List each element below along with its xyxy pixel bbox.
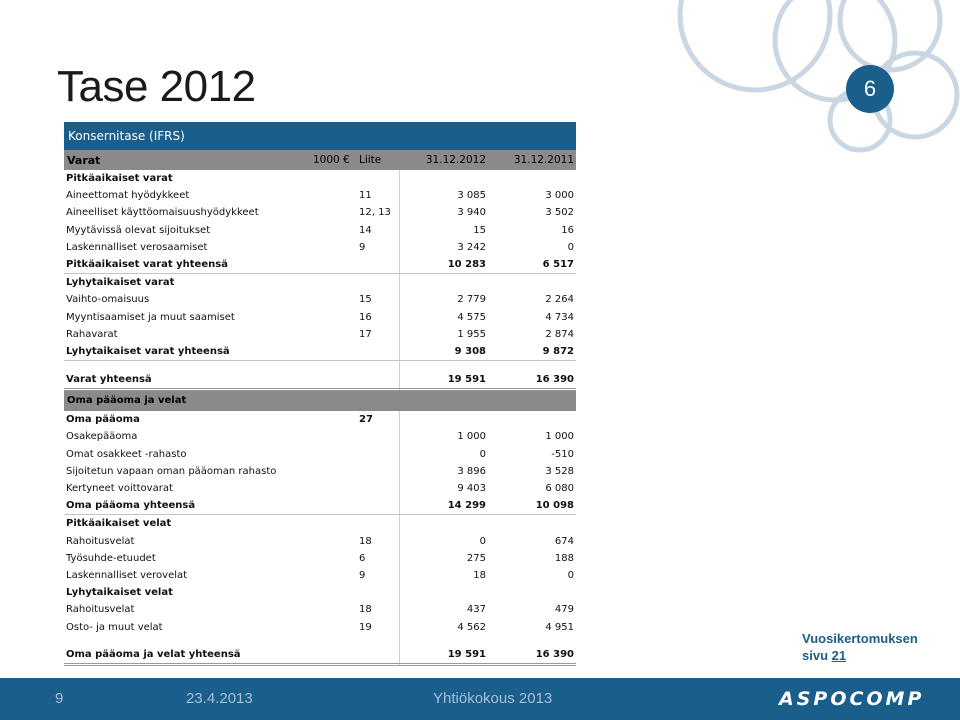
cell-label: Oma pääoma xyxy=(66,414,140,426)
ref-page-link[interactable]: 21 xyxy=(831,648,847,663)
cell-v2: 1 000 xyxy=(545,431,574,443)
cell-v1: 10 283 xyxy=(447,258,486,270)
cell-v2: 16 xyxy=(561,224,574,236)
cell-v1: 1 000 xyxy=(457,431,486,443)
table-row xyxy=(64,222,576,239)
cell-label: Laskennalliset verovelat xyxy=(66,569,188,581)
table-row xyxy=(64,239,576,256)
table-row xyxy=(64,309,576,326)
cell-v1: 0 xyxy=(479,535,486,547)
cell-v2: 4 734 xyxy=(545,311,574,323)
cell-v1: 4 575 xyxy=(457,311,486,323)
cell-label: Oma pääoma ja velat yhteensä xyxy=(66,648,241,660)
cell-note: 17 xyxy=(359,328,372,340)
aspocomp-logo: ASPOCOMP xyxy=(779,688,925,710)
table-row xyxy=(64,584,576,601)
cell-label: Pitkäaikaiset varat yhteensä xyxy=(66,258,228,270)
cell-v1: 3 896 xyxy=(457,465,486,477)
cell-v2: 2 874 xyxy=(545,328,574,340)
cell-label: Lyhytaikaiset velat xyxy=(66,587,173,599)
table-row xyxy=(64,274,576,291)
table-row xyxy=(64,550,576,567)
header-label: Varat xyxy=(67,154,101,167)
ref-line-1: Vuosikertomuksen xyxy=(802,631,918,646)
table-row xyxy=(64,343,576,361)
footer-date: 23.4.2013 xyxy=(186,690,253,707)
table-row xyxy=(64,480,576,497)
equity-liabilities-section xyxy=(64,411,576,666)
table-row xyxy=(64,326,576,343)
cell-v1: 19 591 xyxy=(447,374,486,386)
decorative-circles xyxy=(660,0,960,160)
table-row xyxy=(64,646,576,666)
table-row xyxy=(64,601,576,618)
cell-v2: 188 xyxy=(554,552,574,564)
spacer-row xyxy=(64,361,576,371)
cell-label: Rahoitusvelat xyxy=(66,535,135,547)
cell-v1: 14 299 xyxy=(447,500,486,512)
header-col-2011: 31.12.2011 xyxy=(513,154,574,166)
cell-v1: 437 xyxy=(466,604,486,616)
table-row xyxy=(64,170,576,187)
cell-label: Aineettomat hyödykkeet xyxy=(66,190,190,202)
cell-v1: 1 955 xyxy=(457,328,486,340)
table-row xyxy=(64,291,576,308)
cell-label: Pitkäaikaiset velat xyxy=(66,518,172,530)
cell-note: 16 xyxy=(359,311,372,323)
cell-label: Aineelliset käyttöomaisuushyödykkeet xyxy=(66,207,259,219)
table-row xyxy=(64,204,576,221)
table-row xyxy=(64,371,576,391)
cell-note: 18 xyxy=(359,535,372,547)
table-row xyxy=(64,567,576,584)
cell-v2: -510 xyxy=(551,448,574,460)
table-banner: Konsernitase (IFRS) xyxy=(64,122,576,150)
equity-liabilities-band: Oma pääoma ja velat xyxy=(64,391,576,411)
cell-v2: 6 517 xyxy=(542,258,574,270)
page-number-badge: 6 xyxy=(846,65,894,113)
cell-v1: 275 xyxy=(466,552,486,564)
cell-v2: 3 000 xyxy=(545,190,574,202)
cell-v2: 16 390 xyxy=(535,648,574,660)
cell-label: Lyhytaikaiset varat xyxy=(66,277,175,289)
cell-label: Osto- ja muut velat xyxy=(66,621,163,633)
cell-v1: 3 242 xyxy=(457,241,486,253)
table-row xyxy=(64,497,576,515)
cell-v1: 19 591 xyxy=(447,648,486,660)
cell-label: Kertyneet voittovarat xyxy=(66,483,173,494)
cell-v2: 16 390 xyxy=(535,374,574,386)
cell-note: 6 xyxy=(359,552,366,564)
cell-note: 14 xyxy=(359,224,372,236)
cell-v1: 4 562 xyxy=(457,621,486,633)
assets-section xyxy=(64,170,576,391)
table-row xyxy=(64,428,576,445)
table-row xyxy=(64,619,576,636)
cell-label: Työsuhde-etuudet xyxy=(66,552,156,564)
cell-v1: 3 940 xyxy=(457,207,486,219)
cell-note: 9 xyxy=(359,241,366,253)
cell-v1: 2 779 xyxy=(457,294,486,306)
table-row xyxy=(64,256,576,274)
header-unit: 1000 € xyxy=(313,154,350,166)
footer-event: Yhtiökokous 2013 xyxy=(433,690,553,707)
cell-v2: 479 xyxy=(554,604,574,616)
cell-v1: 15 xyxy=(473,224,486,236)
cell-v2: 9 872 xyxy=(542,345,574,357)
cell-note: 19 xyxy=(359,621,372,633)
cell-label: Rahavarat xyxy=(66,328,118,340)
cell-v2: 0 xyxy=(567,569,574,581)
cell-v1: 0 xyxy=(479,448,486,460)
cell-v2: 10 098 xyxy=(535,500,574,512)
cell-v2: 2 264 xyxy=(545,294,574,306)
cell-label: Lyhytaikaiset varat yhteensä xyxy=(66,345,230,357)
cell-v2: 4 951 xyxy=(545,621,574,633)
cell-v2: 674 xyxy=(554,535,574,547)
cell-v2: 6 080 xyxy=(545,483,574,494)
cell-v2: 3 502 xyxy=(545,207,574,219)
cell-v1: 9 403 xyxy=(457,483,486,494)
table-row xyxy=(64,515,576,532)
table-row xyxy=(64,411,576,428)
cell-v2: 3 528 xyxy=(545,465,574,477)
cell-label: Omat osakkeet -rahasto xyxy=(66,448,187,460)
ref-line-2: sivu xyxy=(802,648,829,663)
cell-note: 9 xyxy=(359,569,366,581)
header-col-2012: 31.12.2012 xyxy=(425,154,486,166)
cell-label: Sijoitetun vapaan oman pääoman rahasto xyxy=(66,465,277,477)
table-row xyxy=(64,446,576,463)
cell-note: 11 xyxy=(359,190,372,202)
cell-v2: 0 xyxy=(567,241,574,253)
balance-sheet-table xyxy=(64,122,576,666)
table-header xyxy=(64,150,576,170)
cell-label: Myyntisaamiset ja muut saamiset xyxy=(66,311,235,323)
cell-label: Pitkäaikaiset varat xyxy=(66,173,173,184)
slide-title: Tase 2012 xyxy=(57,62,256,111)
cell-label: Varat yhteensä xyxy=(66,374,152,386)
cell-label: Rahoitusvelat xyxy=(66,604,135,616)
cell-label: Vaihto-omaisuus xyxy=(66,294,150,306)
footer-slide-number: 9 xyxy=(55,690,64,707)
cell-note: 12, 13 xyxy=(359,207,391,219)
cell-note: 15 xyxy=(359,294,372,306)
cell-note: 18 xyxy=(359,604,372,616)
cell-label: Osakepääoma xyxy=(66,431,138,443)
spacer-row xyxy=(64,636,576,646)
table-row xyxy=(64,463,576,480)
table-row xyxy=(64,533,576,550)
cell-v1: 18 xyxy=(473,569,486,581)
cell-v1: 9 308 xyxy=(454,345,486,357)
cell-v1: 3 085 xyxy=(457,190,486,202)
cell-label: Laskennalliset verosaamiset xyxy=(66,241,208,253)
cell-note: 27 xyxy=(359,414,373,426)
table-row xyxy=(64,187,576,204)
header-note: Liite xyxy=(359,154,382,166)
cell-label: Oma pääoma yhteensä xyxy=(66,500,196,512)
cell-label: Myytävissä olevat sijoitukset xyxy=(66,224,211,236)
annual-report-reference xyxy=(802,630,918,664)
